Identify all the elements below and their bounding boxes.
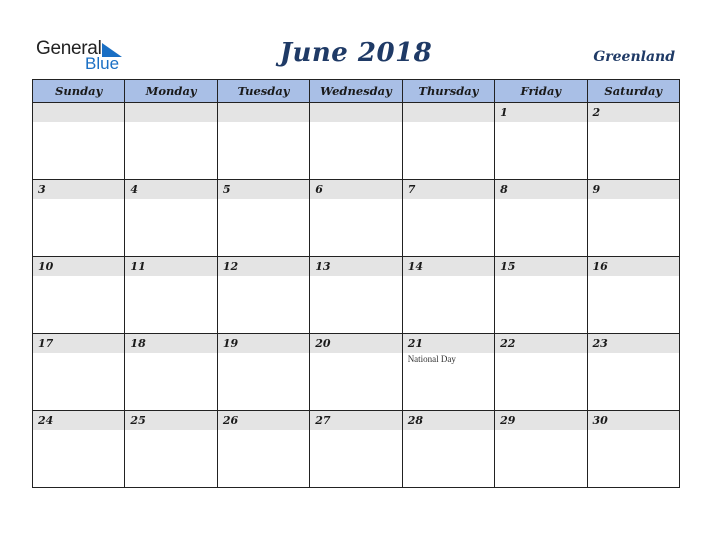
day-header-band — [310, 411, 401, 430]
day-cell — [125, 103, 217, 180]
day-cell — [125, 411, 217, 488]
day-cell — [217, 103, 309, 180]
day-header-band — [588, 334, 679, 353]
weekday-header-row — [33, 80, 680, 103]
day-number: 17 — [38, 337, 54, 350]
day-number: 12 — [222, 260, 239, 273]
day-cell — [587, 180, 679, 257]
weekday-friday: Friday — [495, 80, 587, 103]
day-number: 30 — [592, 414, 608, 427]
week-row — [33, 103, 680, 180]
day-header-band — [33, 180, 124, 199]
week-row — [33, 334, 680, 411]
day-cell — [495, 334, 587, 411]
day-header-band — [310, 180, 401, 199]
day-number: 26 — [222, 414, 239, 427]
day-number: 5 — [222, 183, 231, 196]
day-cell — [310, 411, 402, 488]
day-header-band — [33, 334, 124, 353]
day-cell — [33, 334, 125, 411]
day-cell — [495, 180, 587, 257]
day-header-band — [218, 411, 309, 430]
day-header-band — [495, 180, 586, 199]
day-header-band — [495, 257, 586, 276]
day-header-band — [495, 334, 586, 353]
day-number: 3 — [38, 183, 46, 196]
week-row — [33, 257, 680, 334]
day-cell — [587, 411, 679, 488]
week-row — [33, 411, 680, 488]
day-header-band — [125, 334, 216, 353]
day-cell — [587, 257, 679, 334]
day-cell — [495, 257, 587, 334]
day-number: 9 — [592, 183, 601, 196]
day-cell — [217, 180, 309, 257]
day-cell — [495, 103, 587, 180]
day-header-band — [33, 411, 124, 430]
day-number: 7 — [407, 183, 416, 196]
weekday-sunday: Sunday — [33, 80, 125, 103]
day-number: 11 — [130, 260, 146, 273]
day-header-band — [310, 257, 401, 276]
calendar-title: June 2018 — [279, 38, 433, 68]
day-header-band — [125, 103, 216, 122]
day-cell — [310, 180, 402, 257]
day-number: 2 — [592, 106, 601, 119]
day-header-band — [495, 411, 586, 430]
day-cell — [402, 334, 494, 411]
day-cell — [217, 334, 309, 411]
day-number: 20 — [315, 337, 331, 350]
day-number: 16 — [592, 260, 608, 273]
day-cell — [402, 103, 494, 180]
day-header-band — [310, 334, 401, 353]
day-cell — [33, 103, 125, 180]
day-header-band — [125, 257, 216, 276]
day-number: 21 — [407, 337, 423, 350]
logo-text-general: General — [36, 38, 102, 59]
day-header-band — [403, 103, 494, 122]
day-number: 10 — [38, 260, 54, 273]
day-cell — [125, 257, 217, 334]
day-cell — [310, 334, 402, 411]
day-header-band — [125, 180, 216, 199]
day-header-band — [495, 103, 586, 122]
day-cell — [402, 180, 494, 257]
calendar-weeks — [33, 103, 680, 488]
day-header-band — [588, 103, 679, 122]
day-number: 13 — [315, 260, 331, 273]
day-header-band — [403, 411, 494, 430]
day-number: 19 — [222, 337, 239, 350]
holiday-label: National Day — [407, 354, 456, 364]
day-header-band — [588, 411, 679, 430]
day-number: 23 — [592, 337, 608, 350]
day-number: 18 — [130, 337, 146, 350]
day-number: 1 — [500, 106, 508, 119]
day-cell — [402, 411, 494, 488]
week-row — [33, 180, 680, 257]
day-header-band — [125, 411, 216, 430]
weekday-monday: Monday — [125, 80, 217, 103]
day-number: 28 — [407, 414, 423, 427]
weekday-saturday: Saturday — [587, 80, 679, 103]
day-cell — [33, 411, 125, 488]
day-header-band — [218, 257, 309, 276]
weekday-wednesday: Wednesday — [310, 80, 402, 103]
day-number: 4 — [130, 183, 139, 196]
day-header-band — [403, 257, 494, 276]
logo-text-blue: Blue — [85, 54, 120, 73]
day-header-band — [33, 103, 124, 122]
day-number: 15 — [500, 260, 516, 273]
day-cell — [310, 257, 402, 334]
day-cell — [495, 411, 587, 488]
day-number: 14 — [407, 260, 423, 273]
day-header-band — [403, 334, 494, 353]
weekday-tuesday: Tuesday — [217, 80, 309, 103]
day-number: 8 — [500, 183, 508, 196]
calendar-grid — [32, 79, 680, 488]
day-header-band — [403, 180, 494, 199]
day-header-band — [310, 103, 401, 122]
day-header-band — [33, 257, 124, 276]
country-name: Greenland — [593, 49, 675, 65]
day-cell — [125, 334, 217, 411]
weekday-thursday: Thursday — [402, 80, 494, 103]
day-number: 27 — [315, 414, 331, 427]
day-number: 29 — [500, 414, 516, 427]
day-number: 24 — [38, 414, 54, 427]
day-header-band — [218, 180, 309, 199]
day-cell — [587, 334, 679, 411]
day-header-band — [218, 103, 309, 122]
day-number: 22 — [500, 337, 516, 350]
day-cell — [217, 257, 309, 334]
day-cell — [402, 257, 494, 334]
day-cell — [217, 411, 309, 488]
day-cell — [33, 180, 125, 257]
day-header-band — [588, 257, 679, 276]
day-header-band — [218, 334, 309, 353]
day-cell — [125, 180, 217, 257]
day-header-band — [588, 180, 679, 199]
day-cell — [310, 103, 402, 180]
day-number: 6 — [315, 183, 323, 196]
day-cell — [587, 103, 679, 180]
day-cell — [33, 257, 125, 334]
day-number: 25 — [130, 414, 146, 427]
